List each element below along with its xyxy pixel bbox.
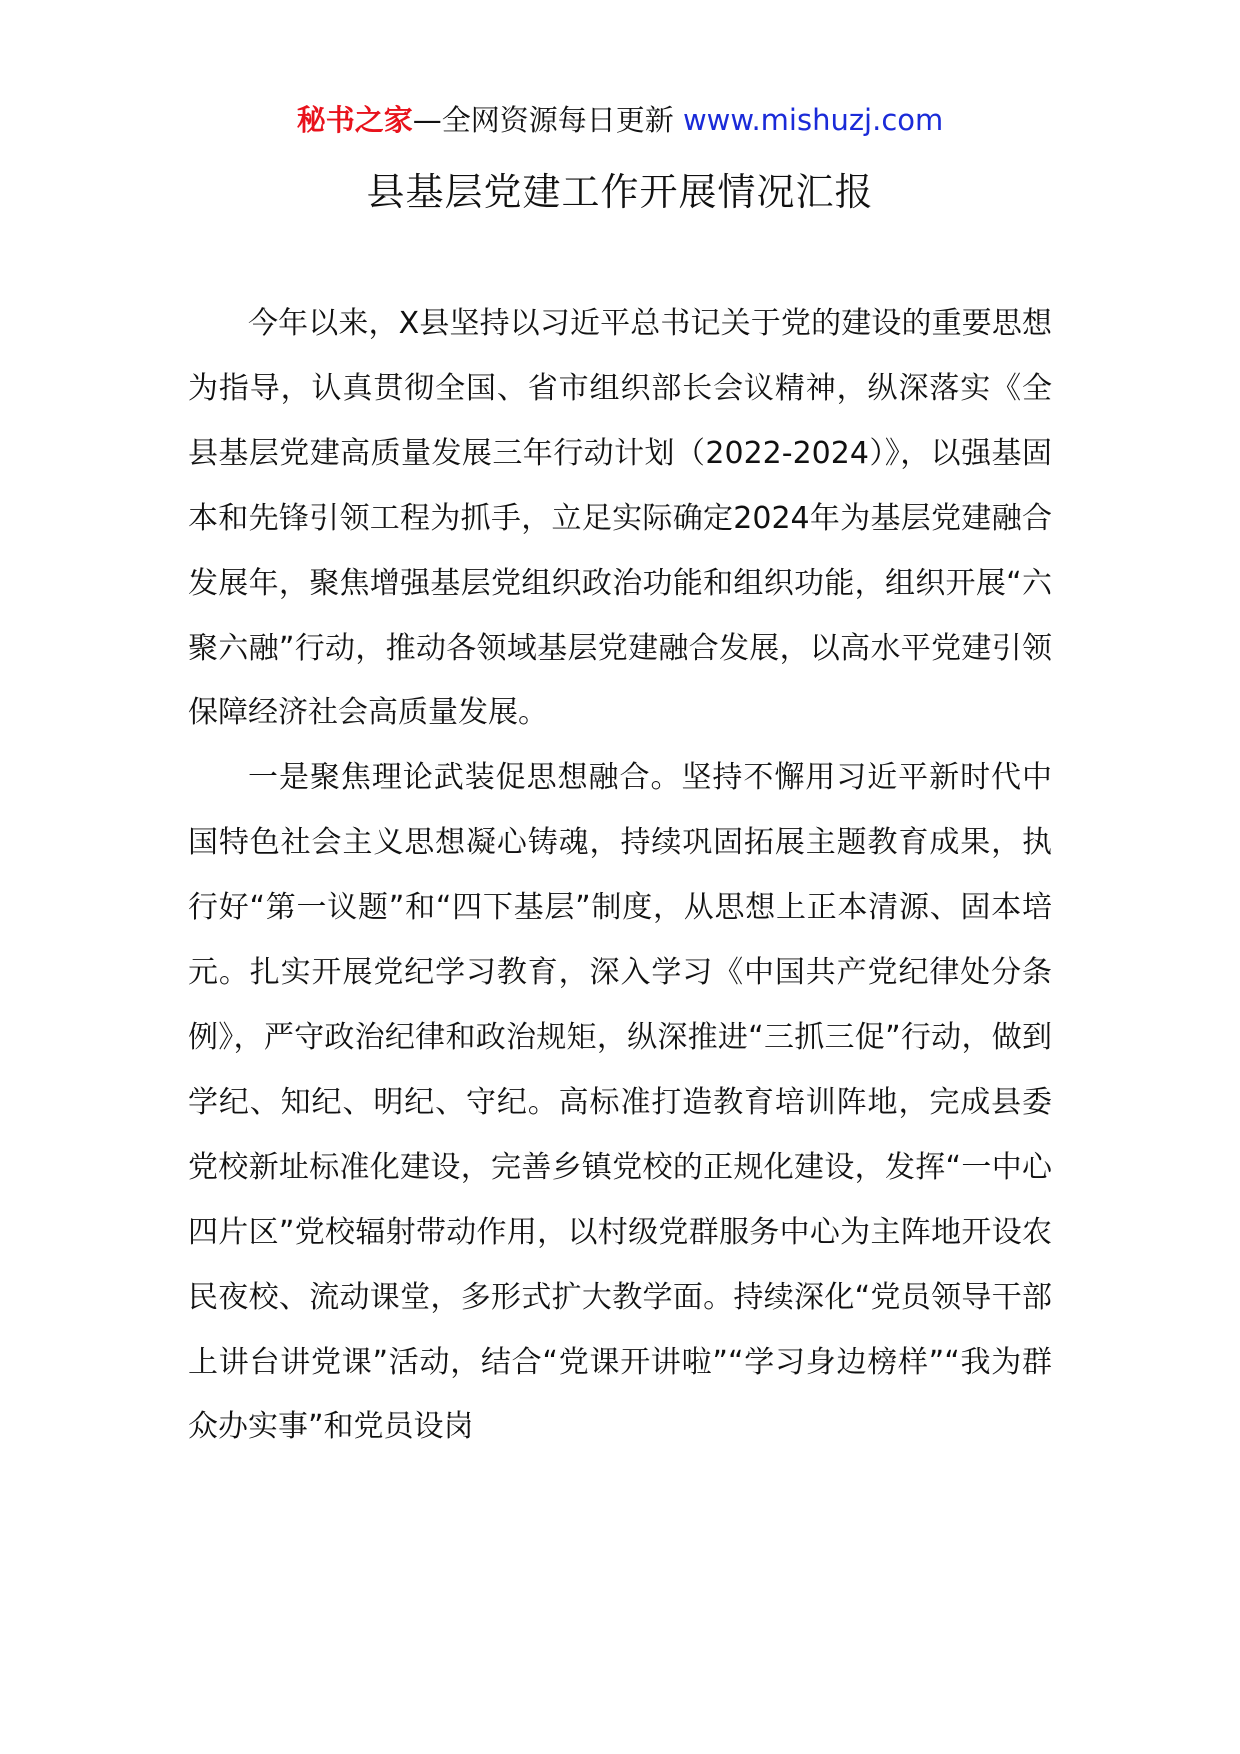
document-body <box>188 292 1052 1460</box>
section-one-paragraph: 一是聚焦理论武装促思想融合。坚持不懈用习近平新时代中国特色社会主义思想凝心铸魂，持续巩固拓展主题教育成果，执行好“第一议题”和“四下基层”制度，从思想上正本清源、固本培元。扎实开展党纪学习教育，深入学习《中国共产党纪律处分条例》，严守政治纪律和政治规矩，纵深推进“三抓三促”行动，做到学纪、知纪、明纪、守纪。高标准打造教育培训阵地，完成县委党校新址标准化建设，完善乡镇党校的正规化建设，发挥“一中心四片区”党校辐射带动作用，以村级党群服务中心为主阵地开设农民夜校、流动课堂，多形式扩大教学面。持续深化“党员领导干部上讲台讲党课”活动，结合“党课开讲啦”“学习身边榜样”“我为群众办实事”和党员设岗 <box>188 760 1052 1445</box>
document-title: 县基层党建工作开展情况汇报 <box>366 170 874 214</box>
site-url-link[interactable]: www.mishuzj.com <box>682 103 944 137</box>
intro-paragraph: 今年以来，X县坚持以习近平总书记关于党的建设的重要思想为指导，认真贯彻全国、省市组织部长会议精神，纵深落实《全县基层党建高质量发展三年行动计划（2022-2024）》，以强基固本和先锋引领工程为抓手，立足实际确定2024年为基层党建融合发展年，聚焦增强基层党组织政治功能和组织功能，组织开展“六聚六融”行动，推动各领域基层党建融合发展，以高水平党建引领保障经济社会高质量发展。 <box>188 306 1052 731</box>
brand-name: 秘书之家 <box>296 103 413 137</box>
site-header <box>0 100 1240 140</box>
header-slogan: —全网资源每日更新 <box>412 103 683 137</box>
